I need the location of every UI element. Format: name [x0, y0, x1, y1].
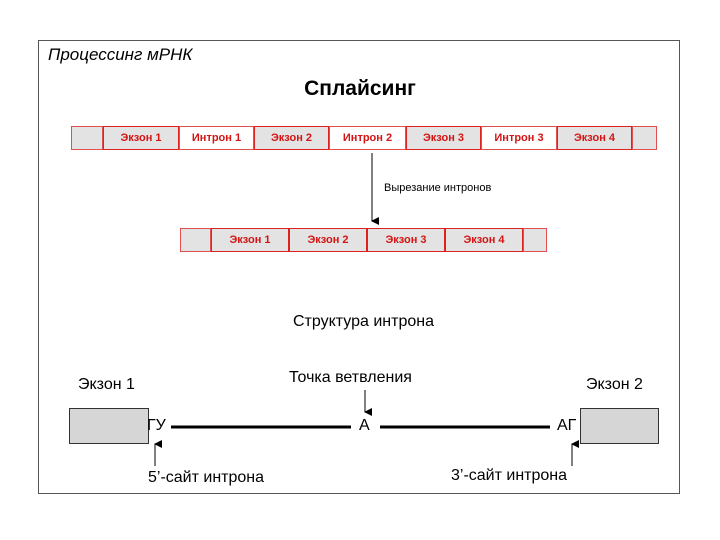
main-title: Сплайсинг	[304, 77, 416, 100]
site5-label: 5’-сайт интрона	[148, 469, 265, 486]
mature-mrna-exon-2: Экзон 2	[289, 228, 367, 252]
pre-mrna-intron-2: Интрон 1	[179, 126, 254, 150]
pre-mrna-exon-3: Экзон 2	[254, 126, 329, 150]
pre-mrna-exon-5: Экзон 3	[406, 126, 481, 150]
ag-label: АГ	[557, 417, 577, 434]
branch-point-label: Точка ветвления	[289, 369, 412, 386]
pre-mrna-intron-6: Интрон 3	[481, 126, 557, 150]
mature-mrna-exon-3: Экзон 3	[367, 228, 445, 252]
a-label: А	[359, 417, 370, 434]
exon2-label: Экзон 2	[586, 376, 643, 393]
pre-mrna-intron-4: Интрон 2	[329, 126, 406, 150]
header-title: Процессинг мРНК	[48, 45, 193, 64]
pre-mrna-exon-7: Экзон 4	[557, 126, 632, 150]
intron-structure-title: Структура интрона	[293, 313, 434, 330]
pre-mrna-exon-1: Экзон 1	[103, 126, 179, 150]
exon1-label: Экзон 1	[78, 376, 135, 393]
mature-mrna-exon-4: Экзон 4	[445, 228, 523, 252]
site3-label: 3’-сайт интрона	[451, 467, 568, 484]
excision-label: Вырезание интронов	[384, 182, 492, 194]
mature-mrna-exon-1: Экзон 1	[211, 228, 289, 252]
gu-label: ГУ	[147, 417, 166, 434]
